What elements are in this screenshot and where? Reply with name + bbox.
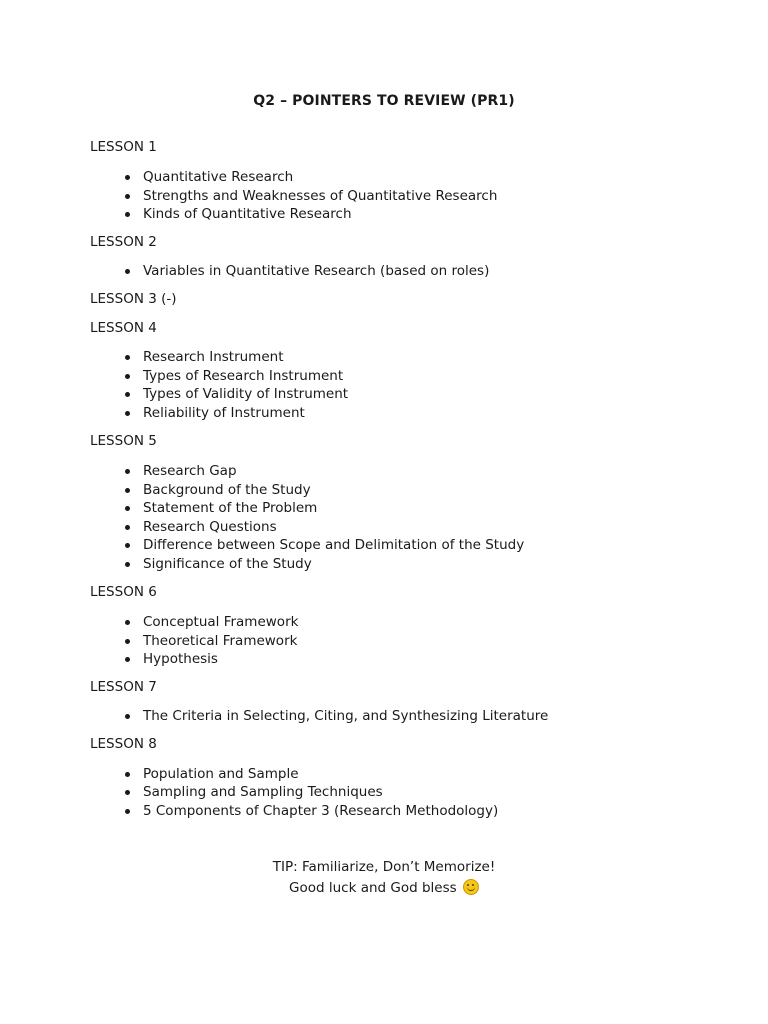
list-item: Hypothesis [143,651,218,667]
list-item: The Criteria in Selecting, Citing, and Synthesizing Literature [143,708,549,724]
list-item: Types of Validity of Instrument [143,386,349,402]
bullet-icon [125,657,130,662]
bullet-icon [125,639,130,644]
tip-line: TIP: Familiarize, Don’t Memorize! [272,859,496,875]
list-item: Background of the Study [143,482,311,498]
bullet-icon [125,543,130,548]
list-item: Quantitative Research [143,169,294,185]
list-item: Types of Research Instrument [143,368,344,384]
bullet-icon [125,469,130,474]
lesson-heading: LESSON 7 [90,679,157,695]
lesson-heading: LESSON 5 [90,433,157,449]
bullet-icon [125,790,130,795]
lesson-heading: LESSON 4 [90,320,157,336]
page-title: Q2 – POINTERS TO REVIEW (PR1) [253,93,515,109]
list-item: Kinds of Quantitative Research [143,206,352,222]
list-item: Strengths and Weaknesses of Quantitative Research [143,188,498,204]
bullet-icon [125,175,130,180]
lesson-heading: LESSON 2 [90,234,157,250]
smiley-face-icon [463,879,479,895]
closing-text: Good luck and God bless [289,880,457,896]
list-item: Statement of the Problem [143,500,318,516]
closing-line [0,879,768,896]
list-item: Difference between Scope and Delimitation of the Study [143,537,525,553]
bullet-icon [125,562,130,567]
list-item: 5 Components of Chapter 3 (Research Methodology) [143,803,499,819]
list-item: Theoretical Framework [143,633,298,649]
list-item: Research Gap [143,463,237,479]
bullet-icon [125,194,130,199]
bullet-icon [125,411,130,416]
list-item: Research Questions [143,519,277,535]
bullet-icon [125,269,130,274]
list-item: Significance of the Study [143,556,312,572]
bullet-icon [125,525,130,530]
lesson-heading: LESSON 1 [90,139,157,155]
lesson-heading: LESSON 3 (-) [90,291,177,307]
bullet-icon [125,772,130,777]
bullet-icon [125,212,130,217]
bullet-icon [125,506,130,511]
bullet-icon [125,714,130,719]
list-item: Sampling and Sampling Techniques [143,784,383,800]
list-item: Reliability of Instrument [143,405,305,421]
bullet-icon [125,809,130,814]
bullet-icon [125,392,130,397]
bullet-icon [125,355,130,360]
list-item: Population and Sample [143,766,299,782]
list-item: Variables in Quantitative Research (based on roles) [143,263,490,279]
lesson-heading: LESSON 8 [90,736,157,752]
bullet-icon [125,620,130,625]
list-item: Conceptual Framework [143,614,299,630]
list-item: Research Instrument [143,349,284,365]
bullet-icon [125,488,130,493]
lesson-heading: LESSON 6 [90,584,157,600]
bullet-icon [125,374,130,379]
